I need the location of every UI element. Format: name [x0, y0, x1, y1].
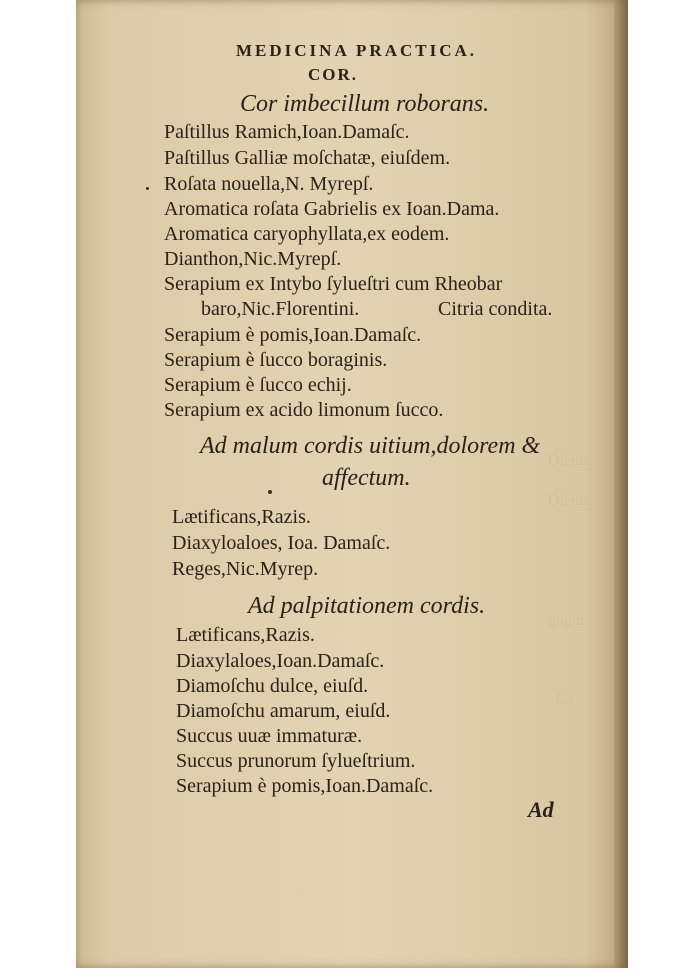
- recipe-line: Succus prunorum ſylueſtrium.: [176, 750, 416, 772]
- recipe-line: Paſtillus Ramich,Ioan.Damaſc.: [164, 121, 410, 143]
- recipe-line: Diaxylaloes,Ioan.Damaſc.: [176, 650, 385, 672]
- recipe-line: Reges,Nic.Myrep.: [172, 558, 319, 580]
- recipe-line: Succus uuæ immaturæ.: [176, 725, 363, 747]
- bleed-through-text: Oleum: [548, 492, 592, 509]
- recipe-line: Paſtillus Galliæ moſchatæ, eiuſdem.: [164, 147, 451, 169]
- bleed-through-text: Ca: [556, 690, 574, 707]
- recipe-line: Serapium è ſucco boraginis.: [164, 349, 388, 371]
- section-title: Ad palpitationem cordis.: [248, 593, 486, 619]
- recipe-line: Diaxyloaloes, Ioa. Damaſc.: [172, 532, 391, 554]
- recipe-line: Serapium è pomis,Ioan.Damaſc.: [176, 775, 434, 797]
- recipe-line: Serapium è ſucco echij.: [164, 374, 352, 396]
- section-title: Ad malum cordis uitium,dolorem &: [200, 433, 541, 459]
- catchword: Ad: [528, 797, 554, 822]
- bleed-through-text: Oleum: [548, 452, 592, 469]
- recipe-line: Roſata nouella,N. Myrepſ.: [164, 173, 374, 195]
- recipe-line: Serapium è pomis,Ioan.Damaſc.: [164, 324, 422, 346]
- recipe-line: Dianthon,Nic.Myrepſ.: [164, 248, 342, 270]
- recipe-line: Aromatica caryophyllata,ex eodem.: [164, 223, 450, 245]
- recipe-line: Diamoſchu dulce, eiuſd.: [176, 675, 369, 697]
- recipe-line: Serapium ex acido limonum ſucco.: [164, 399, 444, 421]
- recipe-line-extra: Citria condita.: [438, 298, 553, 320]
- running-head: MEDICINA PRACTICA.: [236, 41, 478, 60]
- recipe-line: Lætificans,Razis.: [172, 506, 311, 528]
- recipe-line: Diamoſchu amarum, eiuſd.: [176, 700, 391, 722]
- recipe-line: Aromatica roſata Gabrielis ex Ioan.Dama.: [164, 198, 500, 220]
- recipe-line: baro,Nic.Florentini.: [201, 298, 360, 320]
- bleed-through-text: gogm: [548, 612, 585, 629]
- recipe-line: Lætificans,Razis.: [176, 624, 315, 646]
- section-title-continued: affectum.: [322, 465, 411, 491]
- ink-speck: [146, 187, 149, 190]
- ink-speck: [268, 490, 272, 494]
- recipe-line: Serapium ex Intybo ſylueſtri cum Rheobar: [164, 273, 503, 295]
- section-subhead: COR.: [308, 65, 359, 84]
- section-title: Cor imbecillum roborans.: [240, 91, 490, 117]
- page-edge-shadow: [614, 0, 628, 968]
